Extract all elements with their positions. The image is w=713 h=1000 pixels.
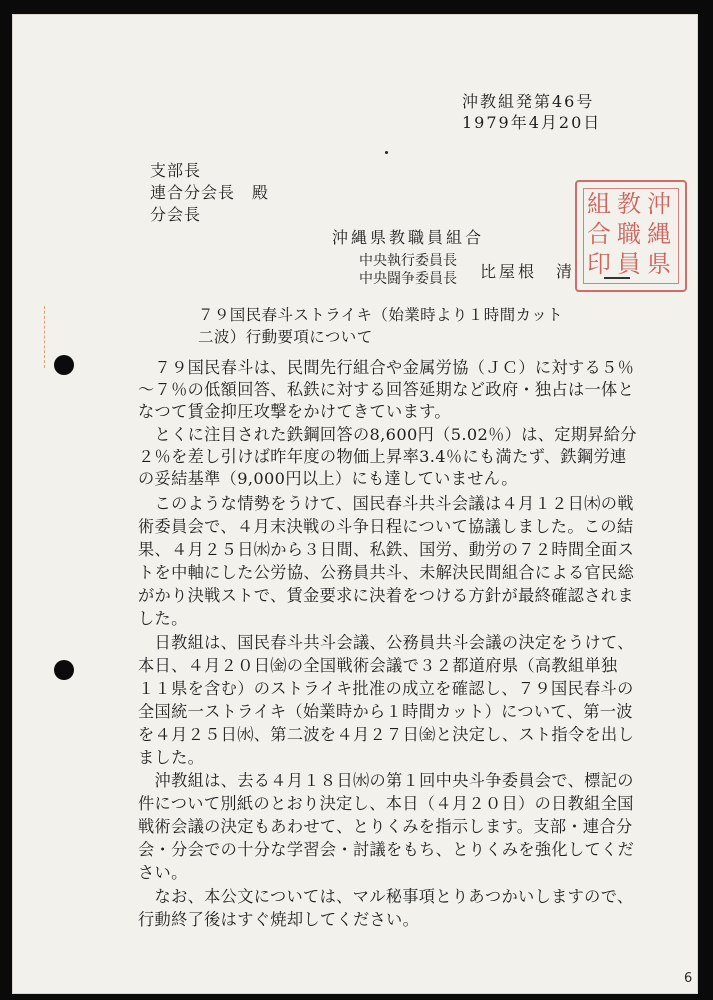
ink-dot (385, 151, 388, 154)
title-line: 二波）行動要項について (198, 328, 373, 346)
margin-mark (44, 306, 45, 368)
body-line: の妥結基準（9,000円以上）にも達していません。 (138, 469, 518, 488)
addressee-line: 支部長 (150, 161, 202, 180)
seal-char: 員 (617, 250, 641, 278)
body-line: 術委員会で、４月末決戦の斗争日程について協議しました。この結 (138, 517, 634, 536)
body-line: トを中軸にした公労協、公務員共斗、未解決民間組合による官民総 (138, 563, 635, 582)
sender-organization: 沖縄県教職員組合 (332, 228, 485, 247)
body-line: 沖教組は、去る４月１８日㈬の第１回中央斗争委員会で、標記の (138, 771, 634, 790)
body-line: １１県を含む）のストライキ批准の成立を確認し、７９国民春斗の (138, 679, 634, 698)
body-line: がかり決戦ストで、賃金要求に決着をつける方針が最終確認されま (138, 586, 634, 605)
body-line: さい。 (138, 863, 188, 882)
seal-char: 縄 (647, 220, 671, 248)
body-line: ７９国民春斗は、民間先行組合や金属労協（ＪＣ）に対する５％ (138, 358, 635, 377)
body-line: 件について別紙のとおり決定し、本日（４月２０日）の日教組全国 (138, 794, 634, 813)
seal-char: 教 (617, 190, 641, 218)
body-line: ２％を差し引けば昨年度の物価上昇率3.4％にも満たず、鉄鋼労連 (138, 447, 627, 466)
sender-name: 比屋根 清 (480, 262, 576, 281)
body-line: なお、本公文については、マル秘事項とりあつかいしますので、 (138, 887, 634, 906)
page-number: 6 (684, 971, 693, 986)
title-line: ７９国民春斗ストライキ（始業時より１時間カット (198, 306, 564, 324)
addressee-line: 連合分会長 殿 (150, 183, 270, 202)
document-date: 1979年4月20日 (462, 113, 602, 132)
body-line: このような情勢をうけて、国民春斗共斗会議は４月１２日㈭の戦 (138, 494, 634, 513)
seal-char: 沖 (647, 190, 671, 218)
body-line: ～７％の低額回答、私鉄に対する回答延期など政府・独占は一体と (138, 380, 635, 399)
body-line: ました。 (138, 748, 205, 767)
body-line: 会・分会での十分な学習会・討議をもち、とりくみを強化してくだ (138, 840, 635, 859)
body-line: 全国統一ストライキ（始業時から１時間カット）について、第一波 (138, 702, 633, 721)
body-line: した。 (138, 609, 188, 628)
body-line: 果、４月２５日㈬から３日間、私鉄、国労、動労の７２時間全面ス (138, 540, 635, 559)
body-line: 戦術会議の決定もあわせて、とりくみを指示します。支部・連合分 (138, 817, 633, 836)
seal-char: 印 (587, 250, 611, 278)
body-line: 日教組は、国民春斗共斗会議、公務員共斗会議の決定をうけて、 (138, 633, 634, 652)
body-line: 行動終了後はすぐ焼却してください。 (138, 910, 420, 929)
punch-hole-bottom (54, 660, 74, 680)
seal-char: 合 (587, 220, 611, 248)
sender-role-2: 中央闘争委員長 (359, 271, 457, 287)
seal-char: 組 (587, 190, 611, 218)
body-line: なつて賃金抑圧攻撃をかけてきています。 (138, 402, 451, 421)
body-line: 本日、４月２０日㈮の全国戦術会議で３２都道府県（高教組単独 (138, 656, 618, 675)
official-seal-stamp (575, 180, 687, 292)
sender-role-1: 中央執行委員長 (359, 253, 457, 269)
seal-char: 職 (617, 220, 641, 248)
document-page (12, 14, 698, 994)
body-line: とくに注目された鉄鋼回答の8,600円（5.02％）は、定期昇給分 (138, 425, 637, 444)
seal-char: 県 (647, 250, 671, 278)
addressee-line: 分会長 (150, 205, 202, 224)
document-number: 沖教組発第46号 (462, 92, 595, 111)
body-line: を４月２５日㈬、第二波を４月２７日㈮と決定し、スト指令を出し (138, 725, 635, 744)
punch-hole-top (54, 355, 74, 375)
